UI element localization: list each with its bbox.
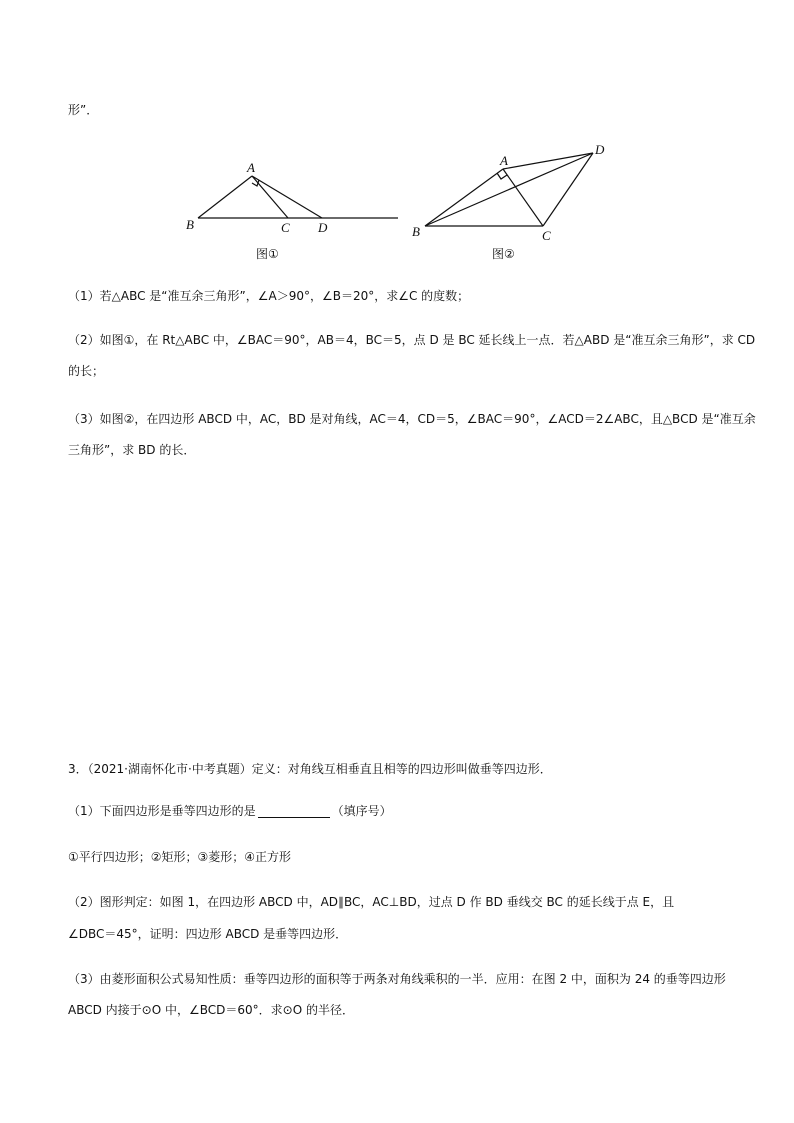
question-3-options: ①平行四边形；②矩形；③菱形；④正方形 [68, 850, 292, 864]
vertex-label: D [318, 220, 328, 235]
vertex-label: D [595, 142, 605, 157]
line-segment [198, 176, 252, 218]
line-segment [503, 153, 593, 169]
question-3-2-line1: （2）图形判定：如图 1，在四边形 ABCD 中，AD∥BC，AC⊥BD，过点 D 作 BD 垂线交 BC 的延长线于点 E，且 [68, 895, 675, 909]
figure-caption: 图① [256, 247, 279, 261]
right-angle-mark [497, 173, 507, 179]
figure-1 [180, 155, 410, 270]
line-segment [252, 176, 288, 218]
question-2-1: （1）若△ABC 是“准互余三角形”，∠A＞90°，∠B＝20°，求∠C 的度数； [68, 289, 470, 303]
vertex-label: B [186, 217, 194, 232]
vertex-label: A [247, 160, 255, 175]
vertex-label: B [412, 224, 420, 239]
line-segment [252, 176, 322, 218]
question-2-3-line1: （3）如图②，在四边形 ABCD 中，AC，BD 是对角线，AC＝4，CD＝5，∠BAC＝90°，∠ACD＝2∠ABC，且△BCD 是“准互余 [68, 412, 756, 426]
vertex-label: C [542, 228, 551, 243]
question-3-heading: 3．（2021·湖南怀化市·中考真题）定义：对角线互相垂直且相等的四边形叫做垂等四边形． [68, 762, 552, 776]
question-3-1 [68, 804, 392, 818]
question-2-2-line2: 的长； [68, 364, 105, 378]
question-3-3-line1: （3）由菱形面积公式易知性质：垂等四边形的面积等于两条对角线乘积的一半．应用：在图 2 中，面积为 24 的垂等四边形 [68, 972, 726, 986]
text-fragment: 形”． [68, 103, 99, 117]
question-3-1-text: （1）下面四边形是垂等四边形的是 [68, 804, 256, 818]
vertex-label: C [281, 220, 290, 235]
answer-blank [258, 805, 330, 818]
question-3-1-suffix: （填序号） [331, 804, 392, 818]
figure-2 [405, 140, 625, 270]
question-2-3-line2: 三角形”，求 BD 的长． [68, 443, 196, 457]
question-3-3-line2: ABCD 内接于⊙O 中，∠BCD＝60°．求⊙O 的半径． [68, 1003, 354, 1017]
question-3-2-line2: ∠DBC＝45°，证明：四边形 ABCD 是垂等四边形． [68, 927, 348, 941]
figure-caption: 图② [492, 247, 515, 261]
vertex-label: A [500, 153, 508, 168]
question-2-2-line1: （2）如图①，在 Rt△ABC 中，∠BAC＝90°，AB＝4，BC＝5，点 D 是 BC 延长线上一点．若△ABD 是“准互余三角形”，求 CD [68, 333, 756, 347]
